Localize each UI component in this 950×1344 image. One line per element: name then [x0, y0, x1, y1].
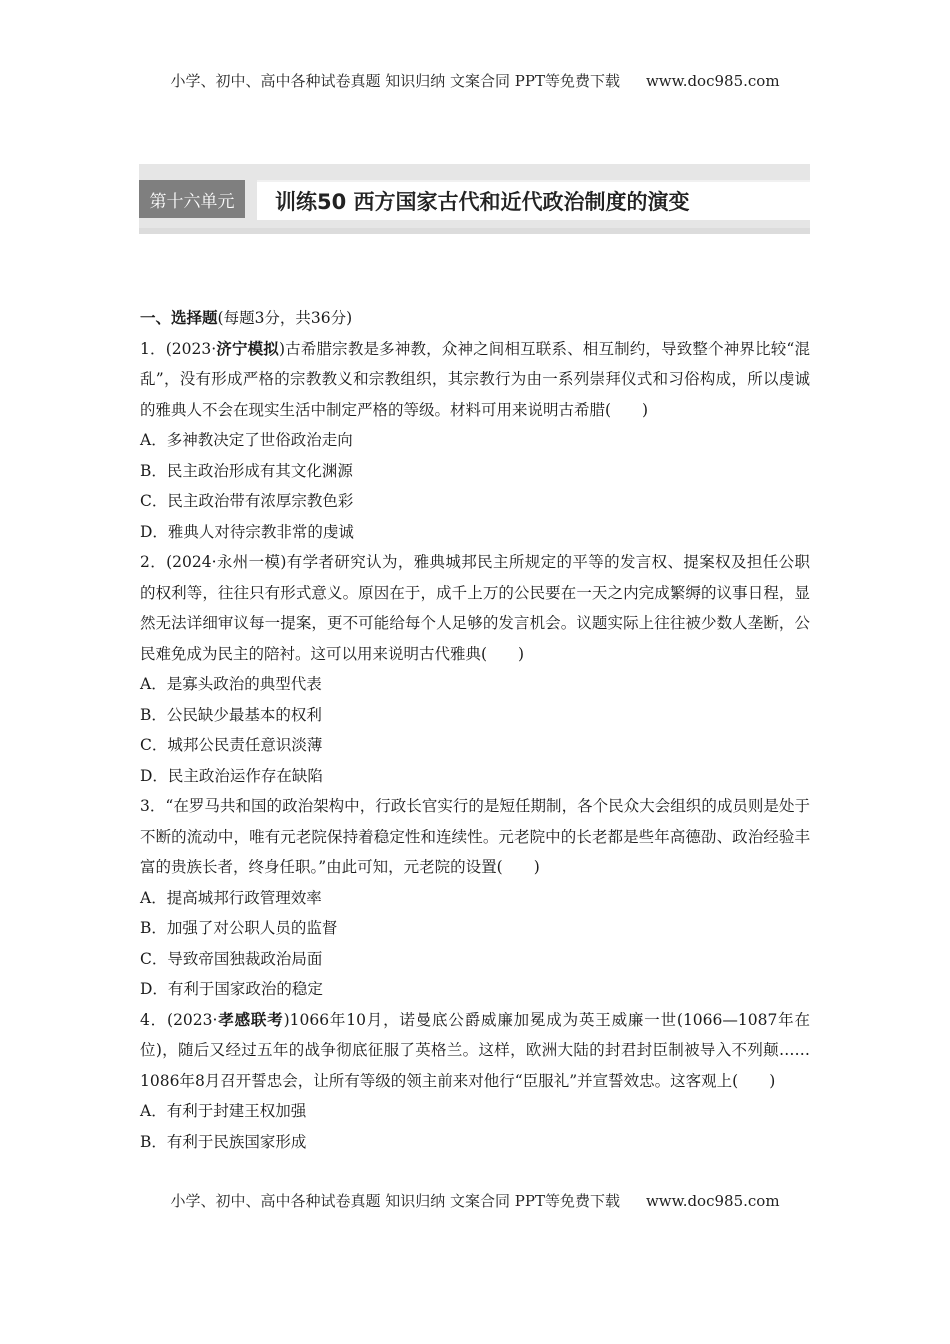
option-d: D．雅典人对待宗教非常的虔诚 [140, 522, 354, 541]
unit-banner [139, 164, 810, 234]
question-text: “在罗马共和国的政治架构中，行政长官实行的是短任期制，各个民众大会组织的成员则是处于不断的流动中，唯有元老院保持着稳定性和连续性。元老院中的长老都是些年高德劭、政治经验丰富的贵族长者，终身任职。”由此可知，元老院的设置( ) [140, 797, 810, 876]
question-source: 济宁模拟 [216, 339, 279, 358]
question-stem [140, 1005, 810, 1097]
source-open: (2024· [166, 553, 217, 571]
question-number: 3． [140, 797, 166, 815]
option-a: A．提高城邦行政管理效率 [140, 888, 322, 907]
banner-strip [139, 228, 810, 234]
source-open: (2023· [167, 1010, 218, 1029]
question-stem [140, 791, 810, 883]
question-stem [140, 547, 810, 669]
section-note: (每题3分，共36分) [217, 309, 353, 327]
page-footer [0, 1190, 950, 1211]
question-text: 古希腊宗教是多神教，众神之间相互联系、相互制约，导致整个神界比较“混乱”，没有形成严格的宗教教义和宗教组织，其宗教行为由一系列崇拜仪式和习俗构成，所以虔诚的雅典人不会在现实生活中制定严格的等级。材料可用来说明古希腊( ) [140, 339, 810, 419]
option-a: A．是寡头政治的典型代表 [140, 675, 322, 693]
title-box [257, 180, 810, 220]
page-title: 训练50 西方国家古代和近代政治制度的演变 [275, 190, 690, 214]
question-1 [140, 334, 810, 548]
question-source: 永州一模 [216, 553, 281, 571]
option-b: B．有利于民族国家形成 [140, 1132, 307, 1151]
footer-site[interactable]: www.doc985.com [645, 1192, 780, 1210]
option-c: C．城邦公民责任意识淡薄 [140, 736, 323, 754]
header-site[interactable]: www.doc985.com [645, 72, 780, 90]
question-text: 有学者研究认为，雅典城邦民主所规定的平等的发言权、提案权及担任公职的权利等，往往只有形式意义。原因在于，成千上万的公民要在一天之内完成繁缛的议事日程，显然无法详细审议每一提案，更不可能给每个人足够的发言机会。议题实际上往往被少数人垄断，公民难免成为民主的陪衬。这可以用来说明古代雅典( ) [140, 553, 810, 663]
question-3 [140, 791, 810, 1005]
unit-label: 第十六单元 [139, 180, 245, 218]
section-title [140, 303, 810, 334]
footer-text: 小学、初中、高中各种试卷真题 知识归纳 文案合同 PPT等免费下载 [170, 1192, 620, 1210]
source-close: ) [283, 1010, 290, 1029]
question-2 [140, 547, 810, 791]
option-c: C．导致帝国独裁政治局面 [140, 949, 323, 968]
option-a: A．多神教决定了世俗政治走向 [140, 431, 353, 449]
question-source: 孝感联考 [217, 1010, 284, 1029]
question-number: 2． [140, 553, 167, 571]
page-header [0, 70, 950, 91]
option-b: B．加强了对公职人员的监督 [140, 919, 338, 937]
question-number: 1． [140, 339, 166, 358]
source-close: ) [278, 339, 286, 358]
header-text: 小学、初中、高中各种试卷真题 知识归纳 文案合同 PPT等免费下载 [170, 72, 620, 90]
question-number: 4． [140, 1010, 168, 1029]
option-b: B．公民缺少最基本的权利 [140, 705, 322, 724]
section-label: 一、选择题 [140, 309, 218, 327]
option-a: A．有利于封建王权加强 [140, 1102, 307, 1120]
option-c: C．民主政治带有浓厚宗教色彩 [140, 492, 354, 510]
option-b: B．民主政治形成有其文化渊源 [140, 461, 353, 480]
question-content [140, 303, 810, 1157]
option-d: D．有利于国家政治的稳定 [140, 980, 323, 998]
option-d: D．民主政治运作存在缺陷 [140, 766, 323, 785]
question-text: 1066年10月，诺曼底公爵威廉加冕成为英王威廉一世(1066—1087年在位)，随后又经过五年的战争彻底征服了英格兰。这样，欧洲大陆的封君封臣制被导入不列颠……1086年8月召开誓忠会，让所有等级的领主前来对他行“臣服礼”并宣誓效忠。这客观上( ) [140, 1010, 810, 1090]
source-open: (2023· [165, 339, 217, 358]
source-close: ) [280, 553, 287, 571]
question-stem [140, 334, 810, 426]
question-4 [140, 1005, 810, 1158]
